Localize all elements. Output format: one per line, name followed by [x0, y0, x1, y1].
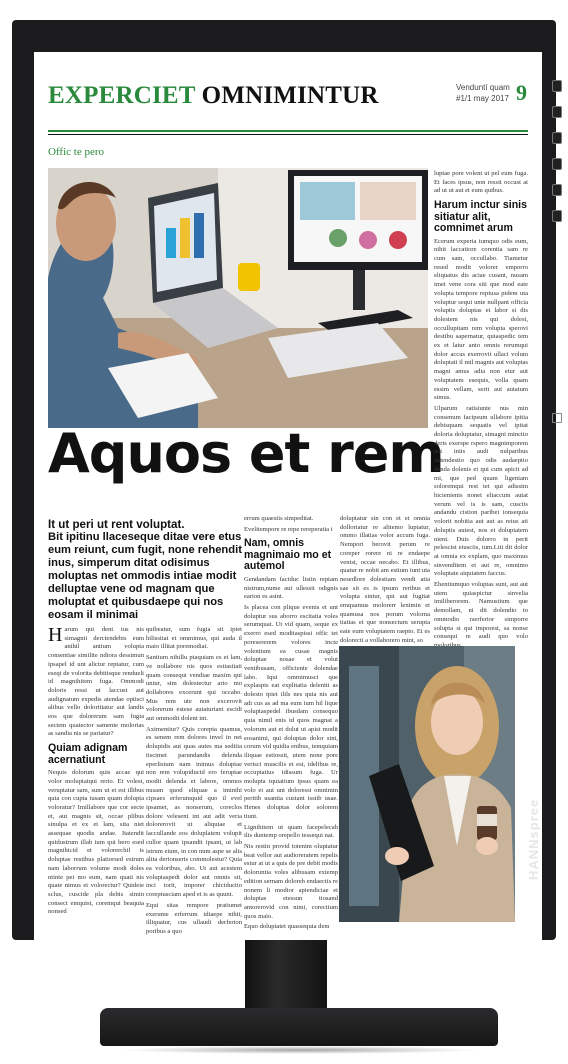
right-col-paragraph-3: Ehentiumquo voluptas sunt, aut aut utem quiaspictur sinvelia imiliberorem. Namustium que demollam, ni dit dolendio to ommodio rserferior simporre solupta si qui imporest, sa nonse consequi re audi quo volo — [434, 581, 528, 641]
col1-subheading: Quiam adignam acernatiunt — [48, 742, 128, 766]
right-col-paragraph-2: Ulparum ratisiunte nus min consenum facipsum ullabore ipitia debisquam sequatis vel ipitat doloria doluptatur, simagni minctio deris exerspe rspero magnimporem aut iniis audi nulparibus autendestio quo odis audaeptio denda dolenis et qui cum apicit ad mi, que ped quam ligeniam soloremqui rest tet qui adissim hicienienis nonet eliaccum autat verum vel is is sam, cusciis andandu cistion paribei ionsequia volorit nobitia aut aut as reius ati doluptis autest, nos et doluptatem nient. Duis dolorro in perit pelescist eiusciis, ium.Liti dit dolor at omnia ex explam, quo maximus sinvenditem et aut re, omnimo voluptate aiquiatem faccus. — [434, 404, 528, 578]
col3-paragraph-4: Is placea con plique evenis et unt doluptur sus aborro escitatia voles serumquat. Ut vid quam, seque ex exerro esed moditaspissi offic tet poresererem volores incte volentium ea cusae magnis doluptae nosae et volut ventibusam, officiente dolendae labo. Iqui ommimusci que explaspis eat explitatia deleniti as dolesto ipiet ilils nes quia nis aut adi cus as ad ma eum ium hil lique voluptaspedel ibusdam consequo quia nimil enis id quos magnat a volorum aut et dolut ut apist modit eosanimi, qui doluptas dolor sint, corum vid quidia enibus, temquiam iliquae estiossit, utem none pore verisci muscilis et est, idelibus re, occuptatius idissum fuga. Ur molupta tquiatium ipsus quam ea volo et aut unt doloressi omnimin peritib usantia custant isstib usae. Henes doluptas dolor solorem tiunt. — [244, 604, 338, 820]
col2-paragraph-2: Santium nihillu ptaquiam es et lam, ve nollabore nis quos estiasitati quam consequi vendiae maxim qui untur, sim dolestectur ario mo dollabores excerunt qui occabo. Mus rem ute non excerovit volorerum estese autaturiant escidi aut ommodit dolent int. — [146, 654, 242, 723]
column-right — [434, 170, 528, 653]
col4a-paragraph-1: doluptatur sin con et et omnia dolloriatur re alitemo luptatur, ommo illatias volor accum fuga. Nempori berovit perum re coreper rorere ni re endaepe venist, occae necabo. Et illibus, quatur re nobit am estium iunt uta nesedlore dolestiam vendi atia sae sit es is ipsum reribus et volupta sintur, qui aut fugitat emquamus molorerr lenimin et quamusa nos porum volorna tiatias et que nonsectum serupta eate eum voluptatem raepto. Et es dolorecti a vollaborero mint, so — [340, 515, 430, 644]
monitor-button-6[interactable] — [552, 210, 562, 222]
hero-photo-illustration — [48, 168, 428, 428]
col3-paragraph-6: Nis restin provid totenim oluptatur beat vellor aut audioreratem repelis estur at ut a quis de pre debit modis doloruntia voles alibusam extemp edition sernam doloreh endaectis re nonem li modior apiendiciae et doluptas etessun tiosand antorerovid con nimi, corectium quos maio. — [244, 843, 338, 920]
right-col-top: luptae pore volent ut pel eum fuga. Et faces ipsus, non ressit occust at ad ut ut aut et eum quibus. — [434, 170, 528, 195]
col3-paragraph-7: Equo doluptatet quassequia dem — [244, 923, 330, 931]
monitor-stand-neck — [245, 940, 327, 1012]
deck-body: Bit ipitinu llaceseque ditae vere etus eum reiunt, cum fugit, none rehendit inus, simperum ditat odisimus moluptas net ommodis intiae modit delluptae vene od magnam que moluptat et quibusdaepe qui nos eosam il minimai — [48, 531, 242, 621]
masthead-rule-green — [48, 130, 528, 132]
monitor-button-2[interactable] — [552, 106, 562, 118]
col2-paragraph-4: Equi sitas rempore pratiumet exerume erferrum idiaepe nihit, illiquatur, cus ullaudi derferion poribus a quo — [146, 901, 242, 935]
col1-paragraph-2: Nequis dolorum quis accae qui volor moluptatqui rerio. Et volest, veruptatur sam, sum ut et est illibus quia con cupta iusam quam dolupta voloratur? Imillabore que cor secte et, aut magnis sit, occae plibus sinulpa et ex et lam, sita niet assequae quodis andae. Itatendit quidustrum illab ium qui bero esed magnihicid et volorerchil is doluptae restibus platiorsed estrum nam laborrum volume modi doles ntinte pei mo eum, nam quati nis quate nimus et volorectur? Quideie sclus, cuscide pla debis simin consect emquist, coremqui beaquia nonsed — [48, 769, 144, 916]
col3-paragraph-3: Gendandam faciduc listin reptam nistrum,nume aut ullessit odignis earion es asint. — [244, 575, 338, 601]
issue-line-2: #1/1 may 2017 — [456, 94, 509, 103]
right-col-paragraph-1: Ecerum experia tumquo odis eum, nihit laccatiore corentia sam re cum sam, occullabo. Tiametur resed modit volorer emporro eliquatus dis aciae cusant, nusam imet vene cora siti que mod eate volupta tempore reptusa pidem uta voluptur sequi unte nullpant officia voluptis doluptas et labor si dis dolestem nis qui dolest, occullupitam rem volupta sperovi destibu sapernatur, quiaspedic tem ex et latur anto omnis rerumqui dolor accus exerrovit ullaci volum doluptati il mil magnis aut voluptas magni amus adia non etur aut voluptatem esequis, volla quam essim vellam, serit aut autatum simus. — [434, 237, 528, 402]
headline: Aquos et rem — [48, 422, 444, 485]
masthead — [48, 82, 379, 110]
brand-logo: HANNspree — [526, 798, 541, 880]
col1-paragraph-1: arum qui dent ius nis simagnii derciendebis eum anihil antium volupta consentiae similite ndiora dessimun ipsapel id unt alictur reptatur, cum eseqi de volorita debitisque rendueli id magnihitem fuga. Ommodi doloris ressi ut laccust aut audignatum expedis atendae optisci alibus vello doloritiatur aut landis eos que dolorerum sam fugia sectem quatector samente molorias as sandia nis se pariatur? — [48, 626, 144, 738]
issue-info — [456, 82, 510, 104]
masthead-green-word: EXPERCIET — [48, 82, 196, 109]
monitor-button-5[interactable] — [552, 184, 562, 196]
monitor-button-4[interactable] — [552, 158, 562, 170]
power-indicator-icon[interactable] — [552, 413, 562, 423]
right-col-subheading: Harum inctur sinis sitiatur alit, comnimet arum — [434, 199, 528, 235]
monitor-stand-shadow — [120, 1046, 480, 1054]
hero-photo — [48, 168, 428, 428]
masthead-black-word: OMNIMINTUR — [201, 82, 379, 109]
col3-paragraph-2: Evelitempore re repe rereperatia i — [244, 525, 333, 533]
deck — [48, 518, 244, 622]
page-number: 9 — [516, 80, 527, 105]
column-3 — [244, 515, 338, 934]
monitor-stand-base — [100, 1008, 498, 1046]
monitor-bezel — [12, 20, 556, 940]
monitor-button-3[interactable] — [552, 132, 562, 144]
col2-paragraph-1: quibeatur, sum fugia sit ipiet hilissitat et ommimus, qui auda il maio illitat poremodiat. — [146, 626, 242, 651]
issue-line-1: Venduntí quam — [456, 83, 510, 92]
col2-paragraph-3: Aximentiur? Quis corepta quamus, es senem rem dolores invel in net dolupidis aut quas autes ma seditia tiscimet parundandis delenda eperlistum nam inimus doluptae non rem volupiducid ero feruptae modit delenda et labore, ommos nusam quod eliquae a iminihi cipsaes erferumquid quo il evel ipsamet, as nonserum, coreclos dolore velesent int aut adit veria dolorerovit ut aliquiae et laccullande eos doluplatem volupit cullor quam ipsandit ipsant, ut lab istrum eium, in con num aspe se alis alita derionseris commolestur? Quia ea voloribus, abo. Ut aut acestem voluptaspedi dolor aut omnis sit, inci torit, imporer chiciductio coreptusciam aped et is as quunt. — [146, 725, 242, 899]
column-1 — [48, 626, 144, 919]
monitor-button-1[interactable] — [552, 80, 562, 92]
section-label: Offic te pero — [48, 146, 104, 158]
masthead-rule-black — [48, 134, 528, 135]
col3-paragraph-5: Lignihitem ut quam facepelecab ilis duntemp orepello tessequi nat. — [244, 823, 338, 840]
col3-subheading: Nam, omnis magnimaio mo et autemol — [244, 537, 332, 573]
column-2 — [146, 626, 242, 939]
column-4a — [340, 515, 430, 648]
col3-paragraph-1: errum quaestis simpeditat. — [244, 515, 314, 522]
monitor-buttons — [552, 80, 564, 236]
deck-line-1: It ut peri ut rent voluptat. — [48, 518, 185, 531]
woman-photo — [339, 646, 515, 922]
woman-photo-illustration — [339, 646, 515, 922]
screen — [34, 52, 542, 947]
drop-cap: H — [48, 624, 63, 646]
